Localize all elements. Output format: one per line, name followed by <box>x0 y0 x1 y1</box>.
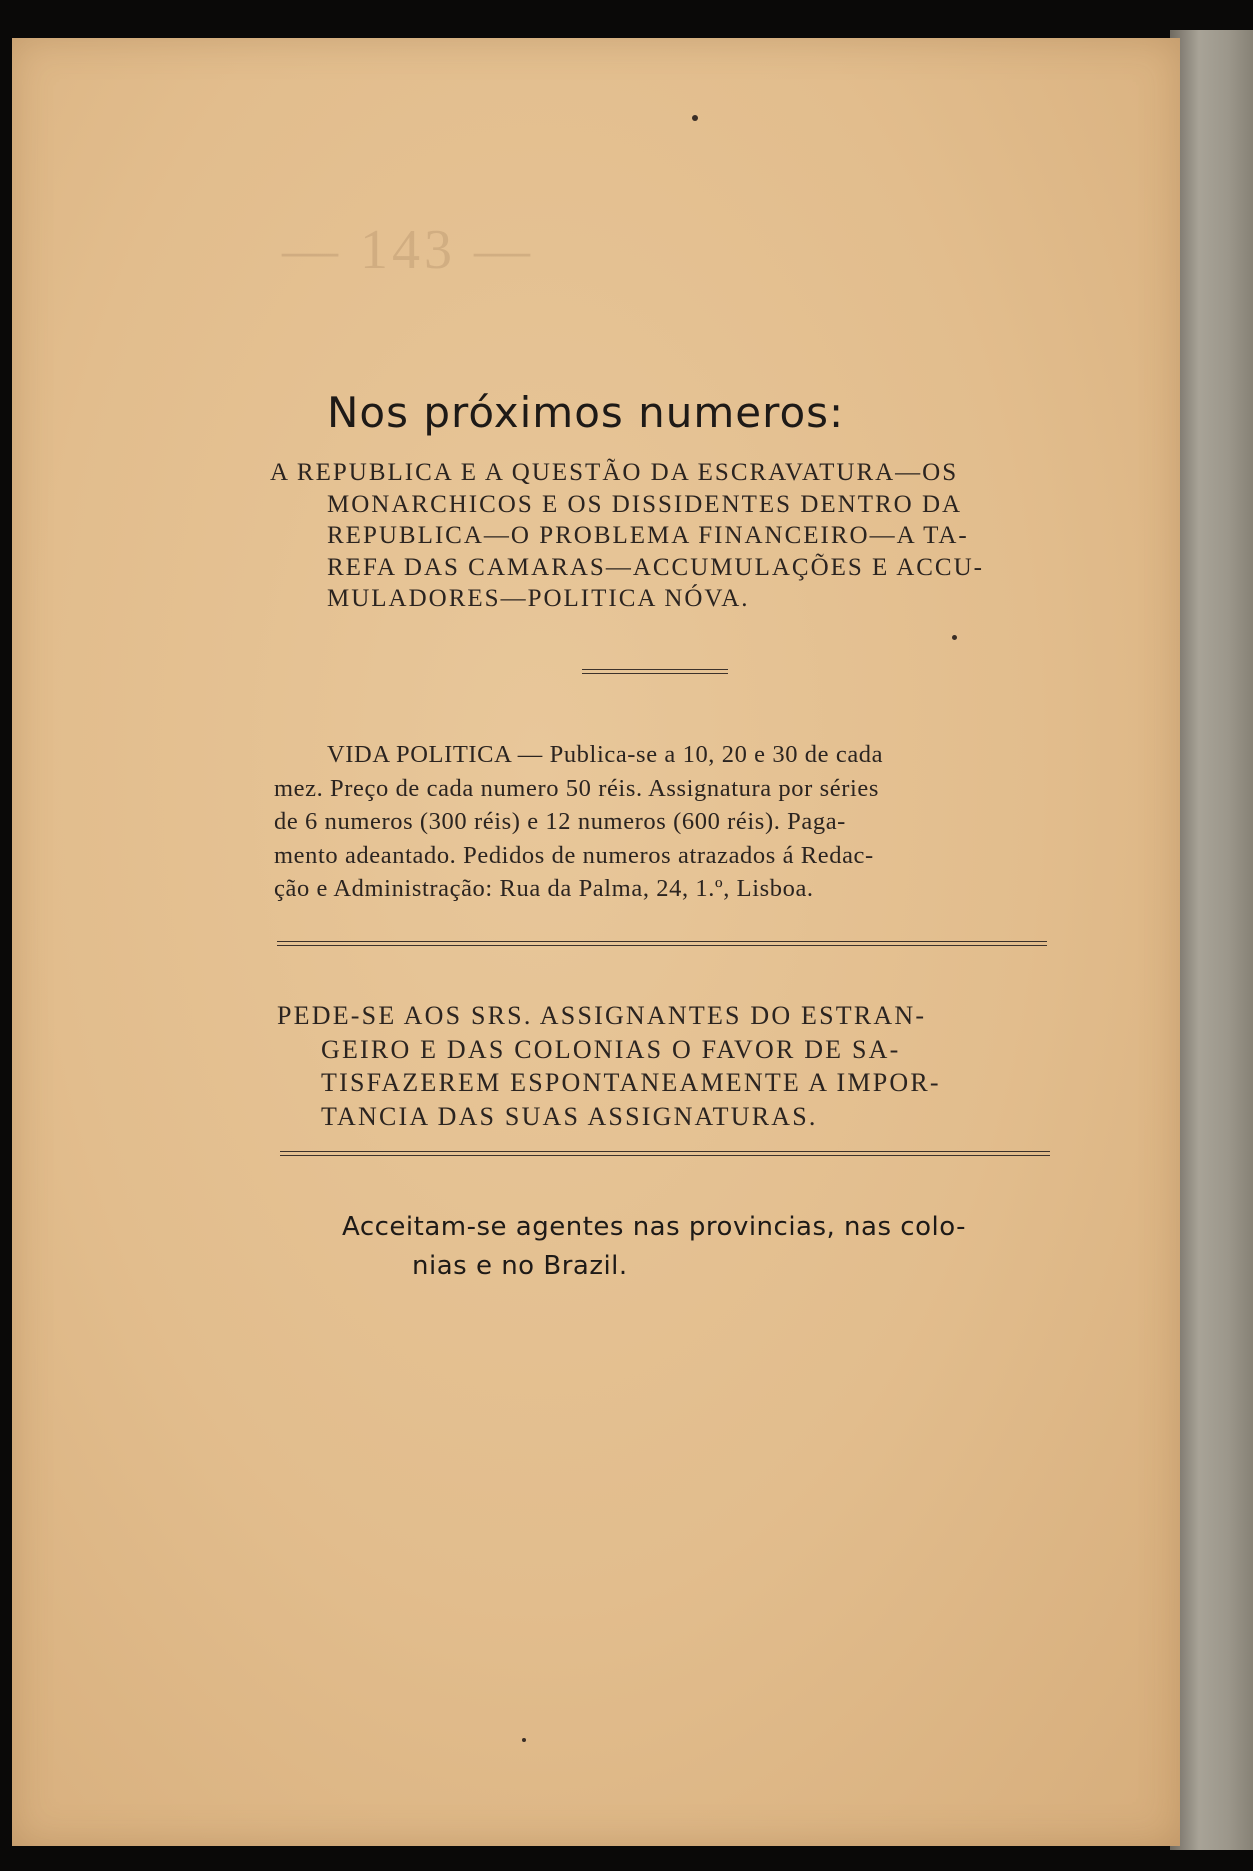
notice-line: PEDE-SE AOS SRS. ASSIGNANTES DO ESTRAN- <box>277 1001 927 1030</box>
ink-speck <box>952 635 957 640</box>
subscription-block <box>274 738 883 906</box>
subscription-line: mento adeantado. Pedidos de numeros atrazados á Redac- <box>274 841 874 869</box>
topics-line: REFA DAS CAMARAS—ACCUMULAÇÕES E ACCU- <box>327 553 984 581</box>
topics-block <box>270 457 984 615</box>
topics-line: MULADORES—POLITICA NÓVA. <box>327 585 750 612</box>
page <box>12 38 1180 1846</box>
subscription-line: ção e Administração: Rua da Palma, 24, 1.º, Lisboa. <box>274 875 814 902</box>
notice-line: GEIRO E DAS COLONIAS O FAVOR DE SA- <box>321 1034 901 1064</box>
bleed-through-mark: — 143 — <box>282 219 534 281</box>
topics-line: A REPUBLICA E A QUESTÃO DA ESCRAVATURA—OS <box>270 459 959 486</box>
page-heading: Nos próximos numeros: <box>327 388 845 437</box>
short-double-rule <box>582 669 728 674</box>
topics-line: REPUBLICA—O PROBLEMA FINANCEIRO—A TA- <box>327 522 969 549</box>
ink-speck <box>692 115 698 121</box>
notice-line: TANCIA DAS SUAS ASSIGNATURAS. <box>321 1101 818 1131</box>
agents-line: nias e no Brazil. <box>412 1251 628 1281</box>
subscription-line: mez. Preço de cada numero 50 réis. Assignatura por séries <box>274 774 879 802</box>
subscription-line: de 6 numeros (300 réis) e 12 numeros (600 réis). Paga- <box>274 808 846 835</box>
topics-line: MONARCHICOS E OS DISSIDENTES DENTRO DA <box>327 490 963 518</box>
agents-block <box>342 1208 966 1286</box>
section-divider <box>277 941 1047 946</box>
notice-block <box>277 999 941 1133</box>
page-edge <box>1170 30 1253 1850</box>
section-divider <box>280 1151 1050 1156</box>
ink-speck <box>522 1738 526 1742</box>
subscription-line: VIDA POLITICA — Publica-se a 10, 20 e 30 de cada <box>327 741 884 768</box>
agents-line: Acceitam-se agentes nas provincias, nas colo- <box>342 1212 966 1242</box>
notice-line: TISFAZEREM ESPONTANEAMENTE A IMPOR- <box>321 1068 941 1097</box>
